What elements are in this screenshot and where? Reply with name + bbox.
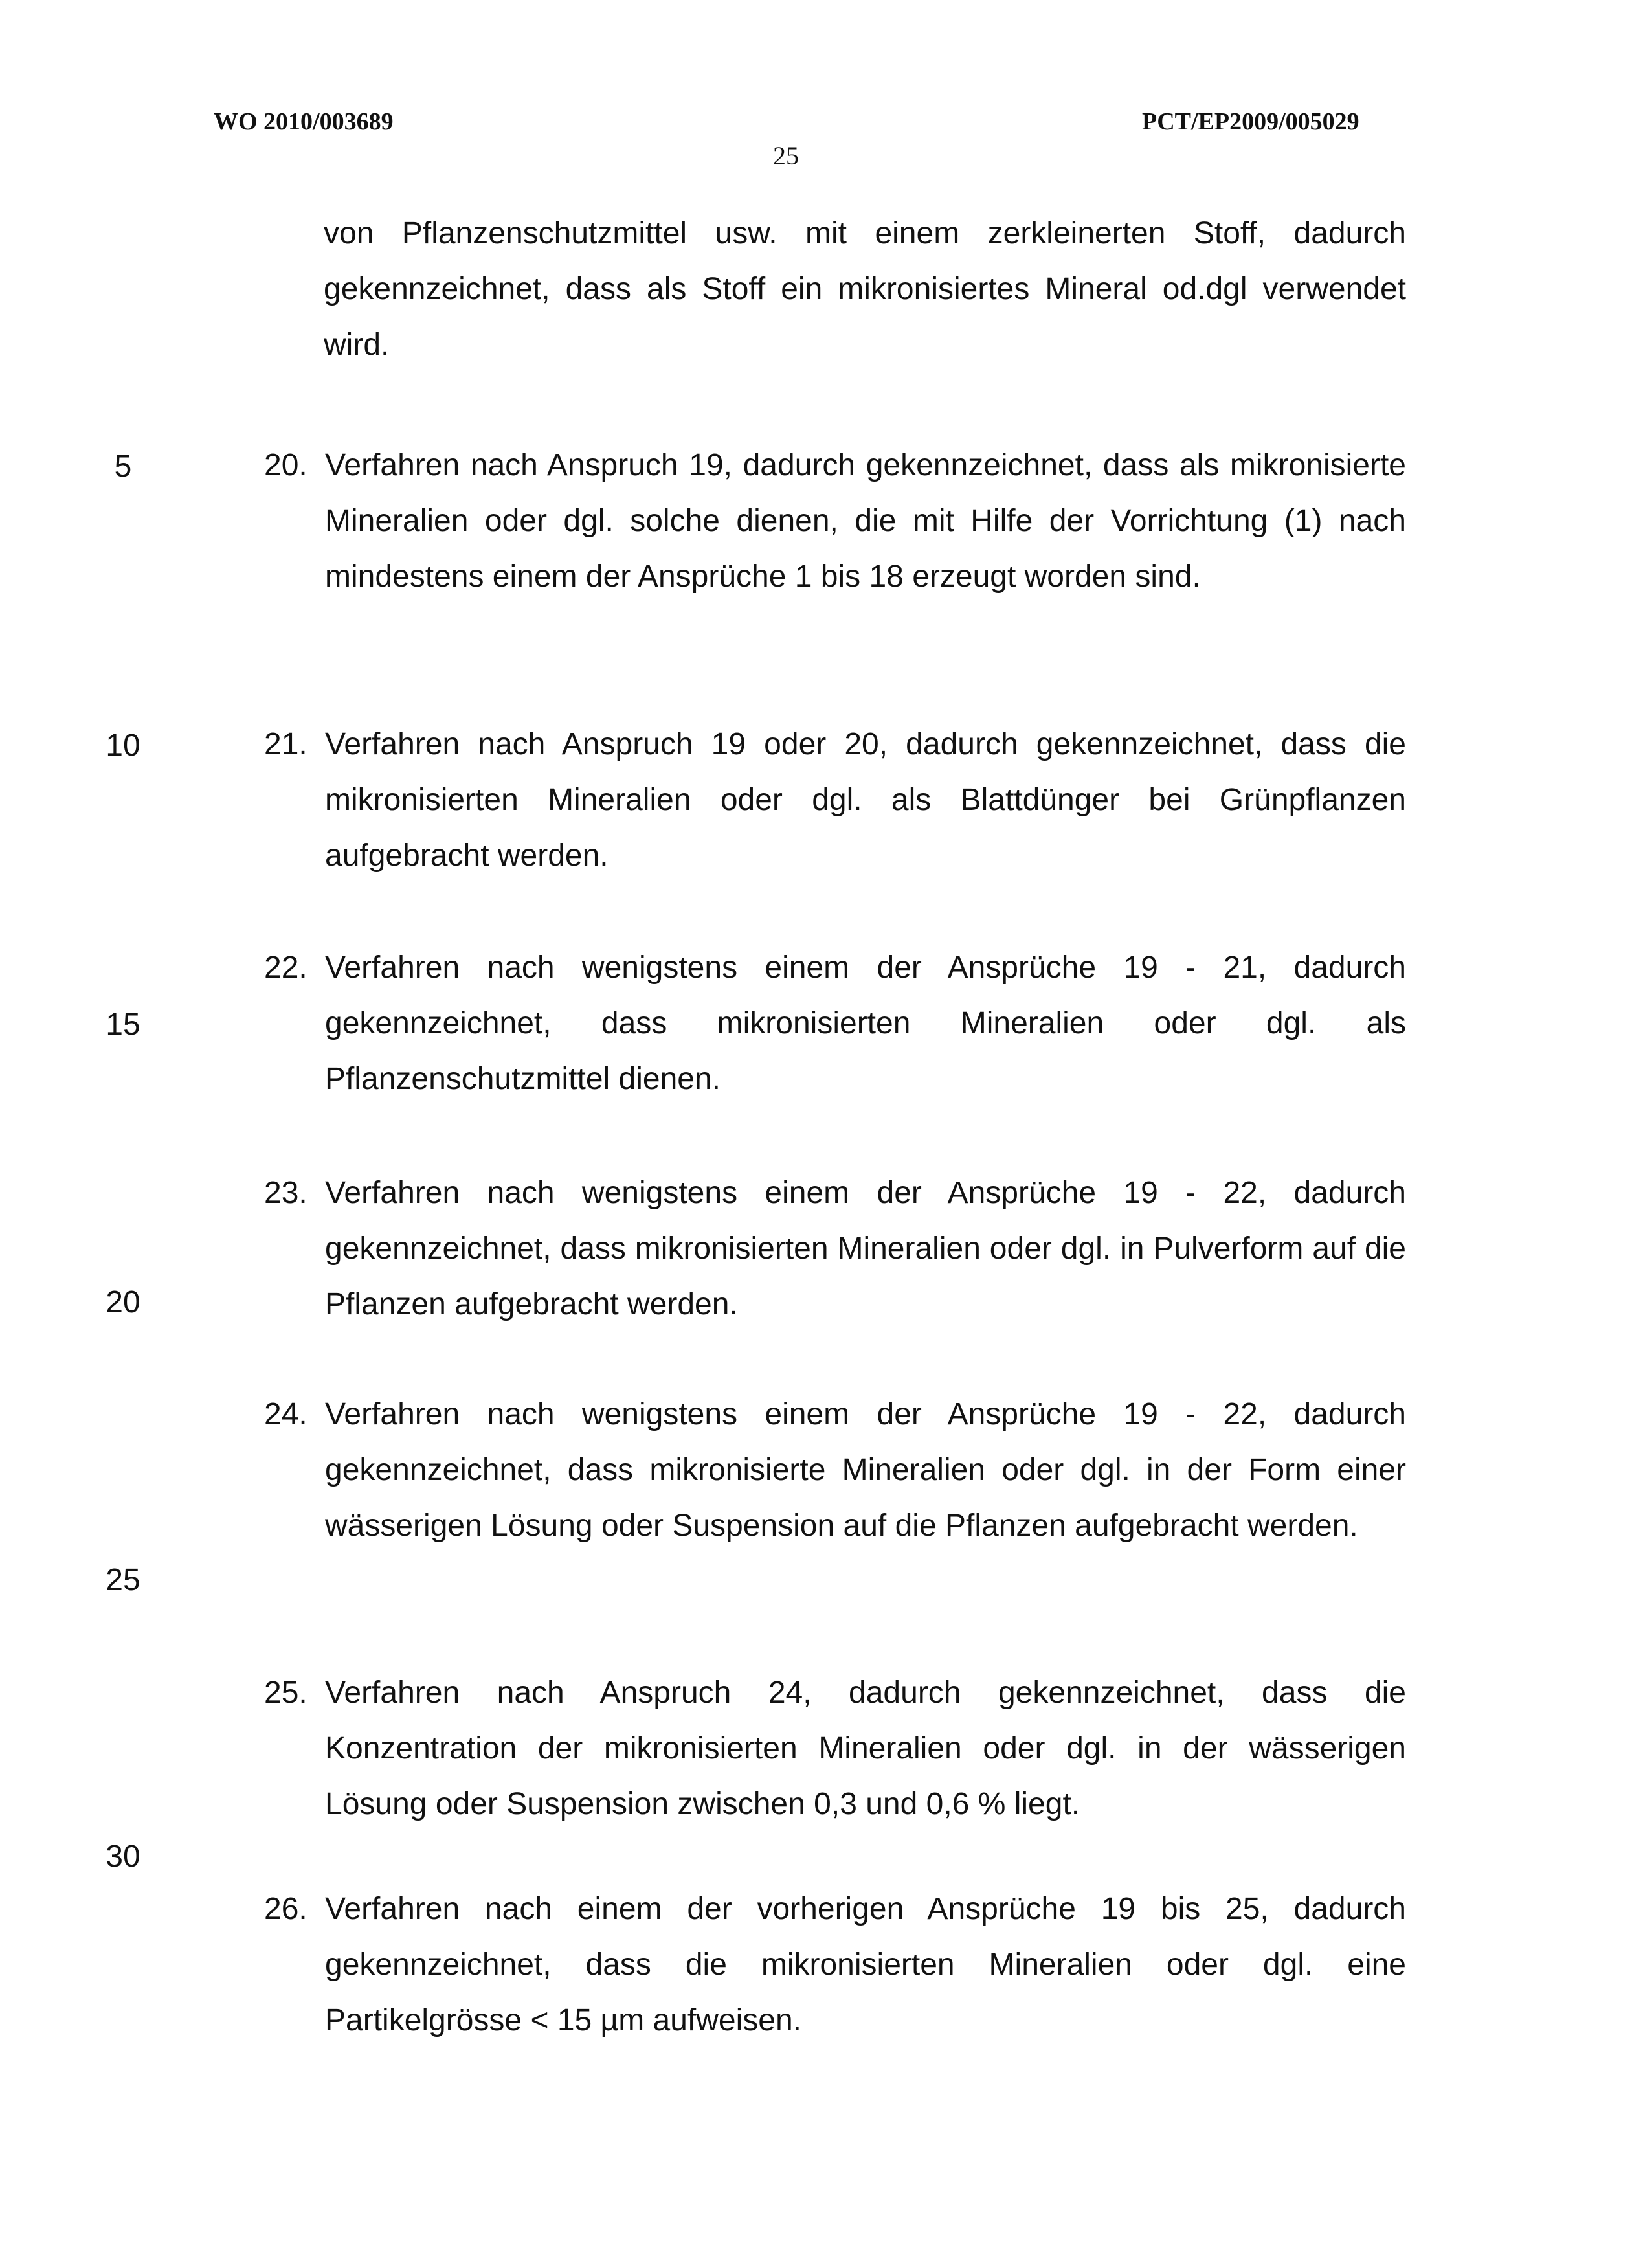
claim-number: 24. xyxy=(264,1397,307,1432)
claim-number: 25. xyxy=(264,1676,307,1710)
claim-text: Verfahren nach Anspruch 19, dadurch gekennzeichnet, dass als mikronisierte Mineralien oder dgl. solche dienen, die mit Hilfe der Vorrichtung (1) nach mindestens einem der Ansprüche 1 bis 18 erzeugt worden sind. xyxy=(325,448,1406,594)
line-number-25: 25 xyxy=(106,1563,140,1597)
claim-text: Verfahren nach wenigstens einem der Ansprüche 19 - 22, dadurch gekennzeichnet, dass mikronisierte Mineralien oder dgl. in der Form einer wässerigen Lösung oder Suspension auf die Pflanzen aufgebracht werden. xyxy=(325,1397,1406,1543)
publication-number: WO 2010/003689 xyxy=(214,108,394,135)
application-number: PCT/EP2009/005029 xyxy=(1142,108,1359,135)
line-number-30: 30 xyxy=(106,1839,140,1874)
line-number-20: 20 xyxy=(106,1285,140,1319)
line-number-15: 15 xyxy=(106,1007,140,1042)
claim-text: Verfahren nach Anspruch 19 oder 20, dadurch gekennzeichnet, dass die mikronisierten Mineralien oder dgl. als Blattdünger bei Grünpflanzen aufgebracht werden. xyxy=(325,727,1406,873)
claim-number: 22. xyxy=(264,950,307,985)
claim-number: 23. xyxy=(264,1176,307,1210)
claim-number: 20. xyxy=(264,448,307,482)
claim-text: Verfahren nach wenigstens einem der Ansprüche 19 - 22, dadurch gekennzeichnet, dass mikronisierten Mineralien oder dgl. in Pulverform auf die Pflanzen aufgebracht werden. xyxy=(325,1176,1406,1321)
claim-text: Verfahren nach Anspruch 24, dadurch gekennzeichnet, dass die Konzentration der mikronisierten Mineralien oder dgl. in der wässerigen Lösung oder Suspension zwischen 0,3 und 0,6 % liegt. xyxy=(325,1676,1406,1821)
line-number-5: 5 xyxy=(114,449,132,484)
claim-text: Verfahren nach einem der vorherigen Ansprüche 19 bis 25, dadurch gekennzeichnet, dass die mikronisierten Mineralien oder dgl. eine Partikelgrösse < 15 µm aufweisen. xyxy=(325,1892,1406,2038)
claim-number: 21. xyxy=(264,727,307,761)
page-number: 25 xyxy=(773,141,799,170)
line-number-10: 10 xyxy=(106,728,140,763)
claim-text: Verfahren nach wenigstens einem der Ansprüche 19 - 21, dadurch gekennzeichnet, dass mikronisierten Mineralien oder dgl. als Pflanzenschutzmittel dienen. xyxy=(325,950,1406,1096)
claim-continuation-text: von Pflanzenschutzmittel usw. mit einem zerkleinerten Stoff, dadurch gekennzeichnet, dass als Stoff ein mikronisiertes Mineral od.dgl verwendet wird. xyxy=(324,216,1406,362)
claim-number: 26. xyxy=(264,1892,307,1926)
